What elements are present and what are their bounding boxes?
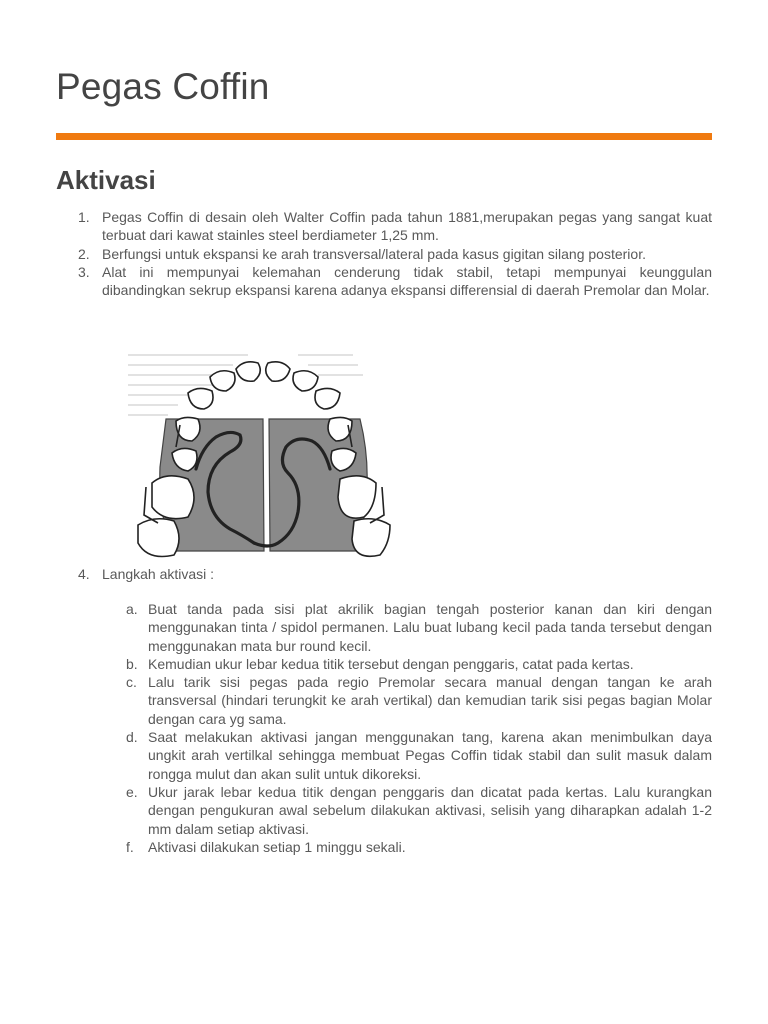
sub-list-letter: b.	[126, 655, 138, 672]
page-title: Pegas Coffin	[56, 66, 270, 107]
title-accent-rule	[56, 133, 712, 140]
list-text: Berfungsi untuk ekspansi ke arah transversal/lateral pada kasus gigitan silang posterior.	[102, 245, 646, 262]
list-item	[56, 208, 712, 245]
sub-list-item	[56, 838, 712, 856]
sub-list-letter: f.	[126, 838, 134, 855]
sub-list-letter: e.	[126, 783, 138, 800]
list-text: Langkah aktivasi :	[102, 566, 215, 582]
sub-list-item	[56, 783, 712, 838]
section-heading: Aktivasi	[56, 165, 156, 195]
list-item	[56, 263, 712, 300]
sub-list-text: Kemudian ukur lebar kedua titik tersebut dengan penggaris, catat pada kertas.	[148, 655, 634, 672]
sub-list-letter: c.	[126, 674, 137, 691]
sub-list-text: Aktivasi dilakukan setiap 1 minggu sekali.	[148, 838, 406, 855]
dental-arch-drawing	[118, 347, 410, 563]
coffin-spring-illustration	[118, 347, 410, 563]
sub-list-item	[56, 600, 712, 655]
list-item	[56, 245, 712, 263]
main-list	[56, 208, 712, 299]
sub-list-text: Buat tanda pada sisi plat akrilik bagian tengah posterior kanan dan kiri dengan menggunakan tinta / spidol permanen. Lalu buat lubang kecil pada tanda tersebut dengan menggunakan mata bur round kecil.	[148, 601, 712, 654]
list-number: 3.	[78, 263, 90, 280]
sub-list-item	[56, 673, 712, 728]
sub-list-text: Ukur jarak lebar kedua titik dengan penggaris dan dicatat pada kertas. Lalu kurangkan dengan pengukuran awal sebelum dilakukan aktivasi, selisih yang diharapkan adalah 1-2 mm dalam setiap aktivasi.	[148, 783, 712, 837]
sub-list	[56, 600, 712, 856]
sub-list-letter: d.	[126, 729, 138, 746]
list-number: 1.	[78, 209, 90, 225]
sub-list-text: Lalu tarik sisi pegas pada regio Premolar secara manual dengan tangan ke arah transversal (hindari terungkit ke arah vertikal) dan kemudian tarik sisi pegas bagian Molar dengan cara yg sama.	[148, 674, 712, 727]
sub-list-text: Saat melakukan aktivasi jangan menggunakan tang, karena akan menimbulkan daya ungkit arah vertilkal sehingga membuat Pegas Coffin tidak stabil dan sulit masuk dalam rongga mulut dan akan sulit untuk dikoreksi.	[148, 729, 712, 782]
sub-list-item	[56, 655, 712, 673]
sub-list-letter: a.	[126, 601, 138, 617]
list-text: Pegas Coffin di desain oleh Walter Coffin pada tahun 1881,merupakan pegas yang sangat kuat terbuat dari kawat stainles steel berdiameter 1,25 mm.	[102, 209, 712, 244]
sub-list-item	[56, 728, 712, 783]
list-number: 2.	[78, 245, 90, 262]
list-text: Alat ini mempunyai kelemahan cenderung tidak stabil, tetapi mempunyai keunggulan dibandingkan sekrup ekspansi karena adanya ekspansi differensial di daerah Premolar dan Molar.	[102, 263, 712, 299]
list-number: 4.	[78, 566, 90, 582]
